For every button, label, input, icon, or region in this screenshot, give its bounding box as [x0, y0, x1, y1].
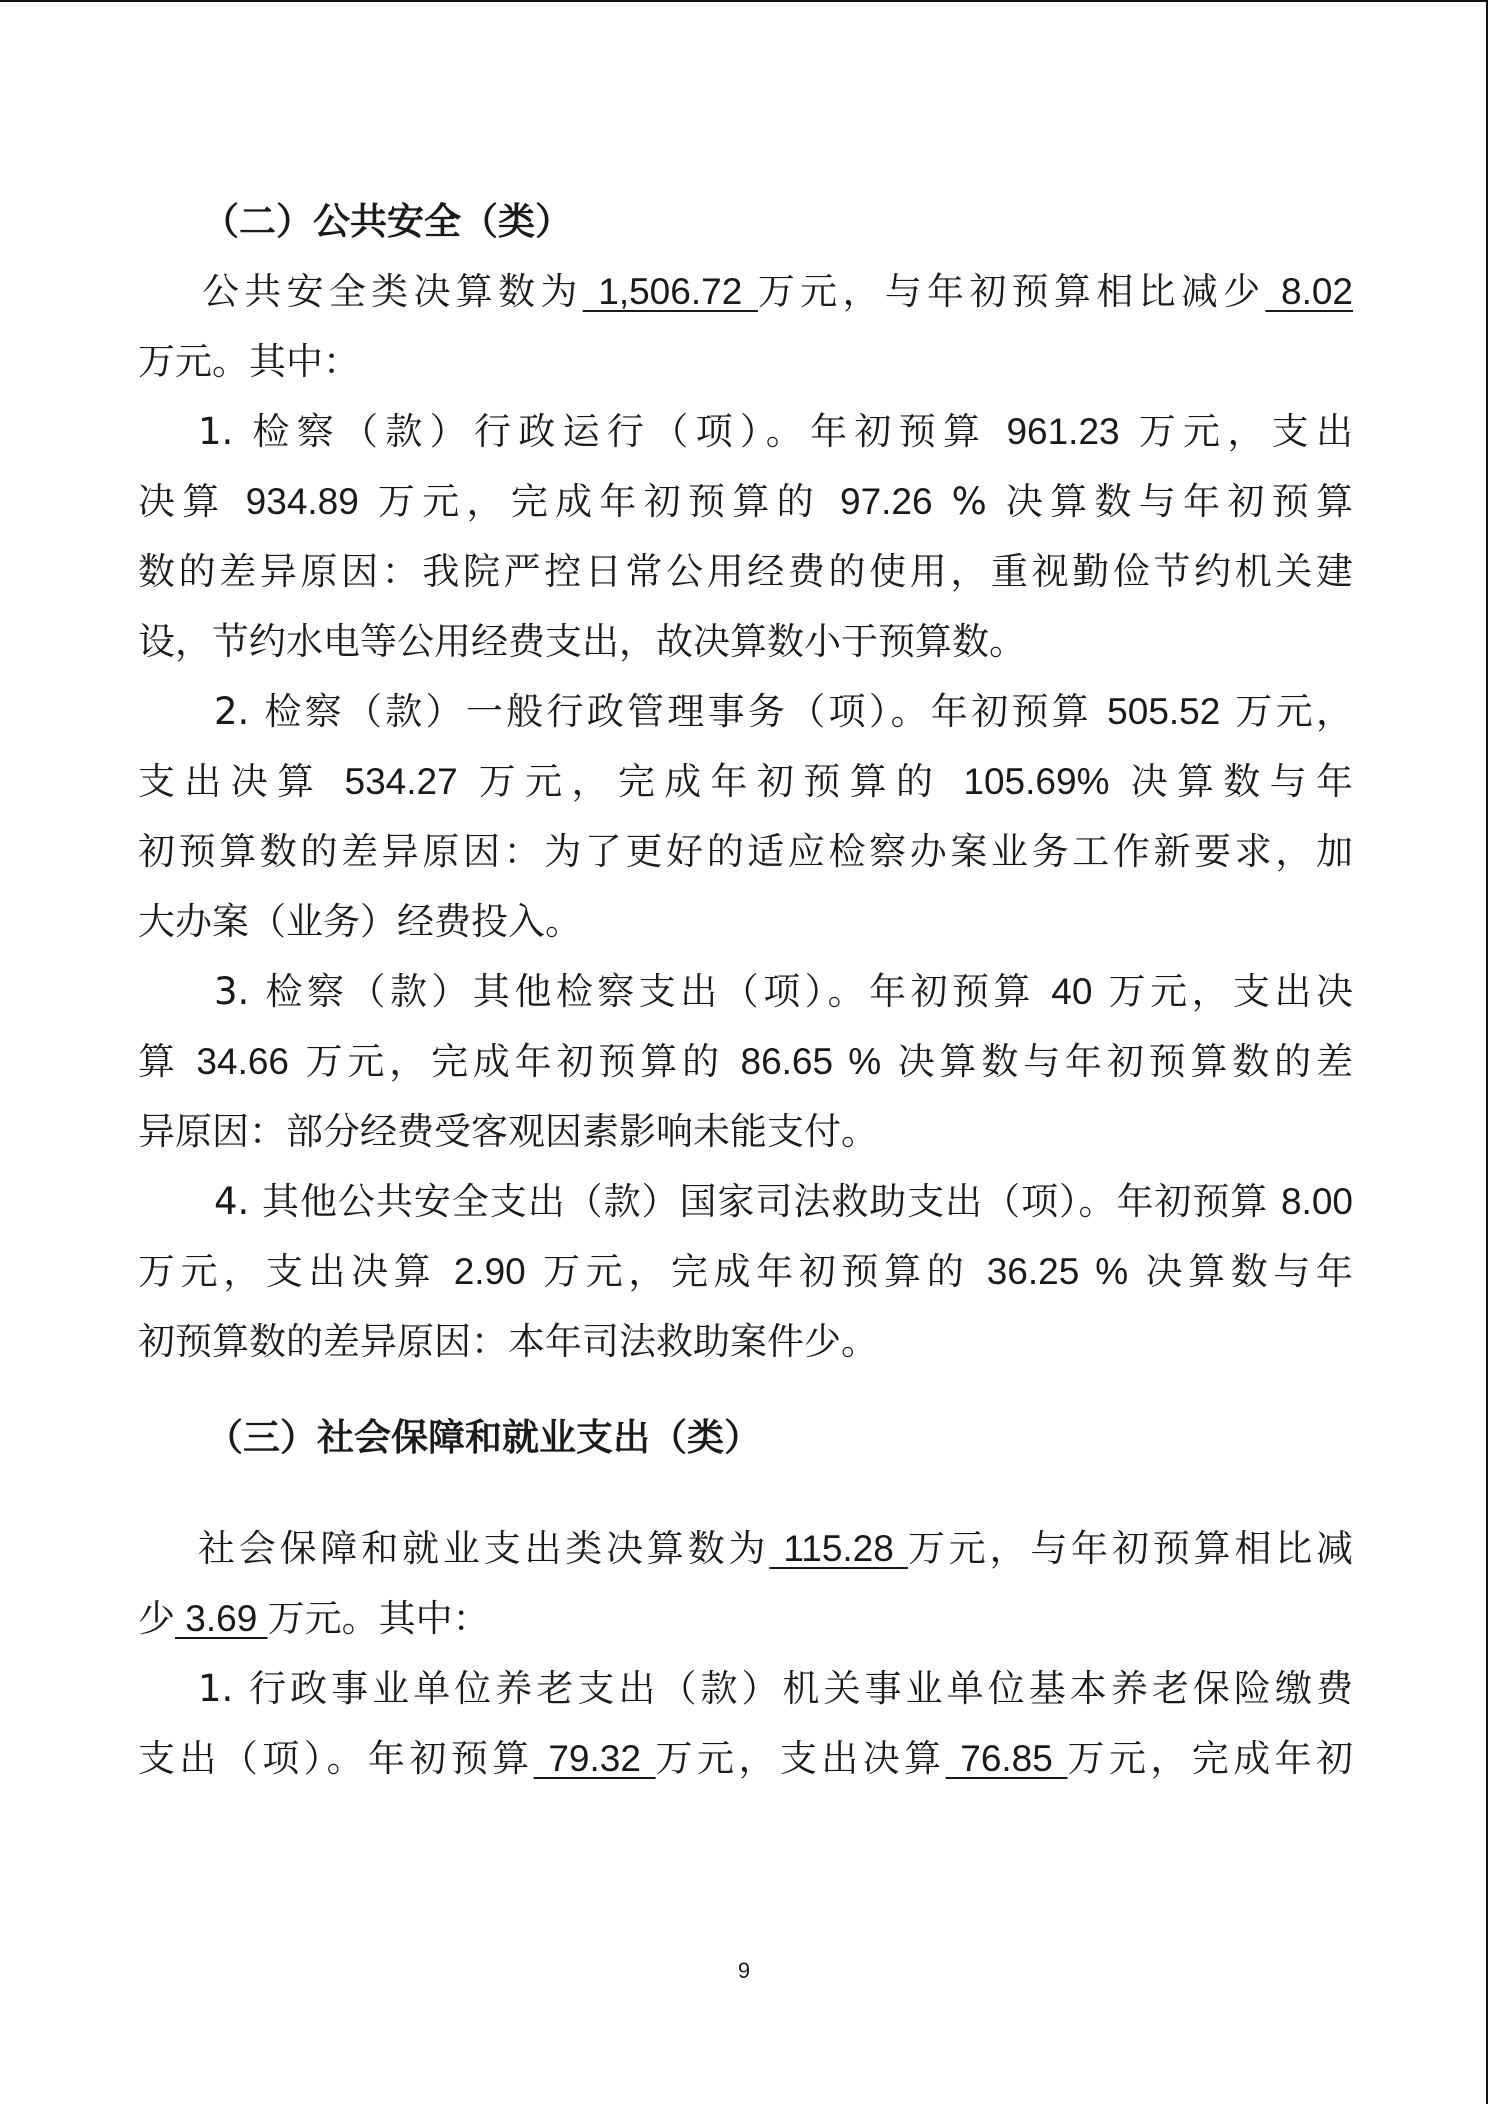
summary-text: 社会保障和就业支出类决算数为: [198, 1527, 770, 1570]
budget-value: 505.52: [1107, 691, 1221, 732]
item-1-line-1: [138, 404, 1353, 460]
item-reason: 异原因：部分经费受客观因素影响未能支付。: [138, 1110, 878, 1153]
item-text: 万元，完成年初预算的: [457, 760, 964, 803]
summary-text: 万元，与年初预算相比减少: [757, 270, 1266, 313]
budget-value: 961.23: [1006, 411, 1120, 452]
heading-text: （二）公共安全（类）: [202, 200, 572, 243]
item-text: 万元，完成年初预算的: [525, 1250, 987, 1293]
item-2-line-2: [138, 754, 1353, 810]
item-3-line-3: [138, 1104, 1353, 1160]
summary-line-1: [138, 264, 1353, 320]
item-text: 1. 检察（款）行政运行（项）。年初预算: [198, 410, 1007, 453]
section-heading-social-security: [138, 1410, 1353, 1466]
item-text: 支出（项）。年初预算: [138, 1737, 534, 1780]
item-4-line-2: [138, 1244, 1353, 1300]
budget-value: 40: [1051, 971, 1093, 1012]
item3-1-line-2: [138, 1731, 1353, 1787]
item-text: % 决算数与年初预算: [932, 480, 1353, 523]
item-4-line-3: [138, 1314, 1353, 1370]
item-text: 万元，完成年初: [1067, 1737, 1354, 1780]
summary-text: 万元。其中：: [138, 340, 360, 383]
item-1-line-3: [138, 544, 1353, 600]
item3-1-line-1: [138, 1661, 1353, 1717]
item-2-line-4: [138, 894, 1353, 950]
item-text: 万元，支出: [1119, 410, 1353, 453]
actual-value: 34.66: [196, 1041, 290, 1082]
summary3-line-2: [138, 1591, 1353, 1647]
total-amount: 115.28: [769, 1528, 908, 1569]
item-text: 万元，支出决算: [655, 1737, 946, 1780]
item-text: 万元，完成年初预算的: [358, 480, 840, 523]
actual-value: 934.89: [245, 481, 359, 522]
item-3-line-2: [138, 1034, 1353, 1090]
heading-text: （三）社会保障和就业支出（类）: [206, 1416, 761, 1459]
completion-rate: 105.69%: [963, 761, 1110, 802]
completion-rate: 97.26: [840, 481, 933, 522]
decrease-amount: 8.02: [1265, 271, 1354, 312]
item-1-line-4: [138, 614, 1353, 670]
actual-value: 2.90: [453, 1251, 526, 1292]
item-text: 决算数与年: [1128, 1250, 1353, 1293]
item-text: 1. 行政事业单位养老支出（款）机关事业单位基本养老保险缴费: [198, 1667, 1353, 1710]
actual-value: 76.85: [945, 1738, 1068, 1779]
completion-rate: 86.65 %: [740, 1041, 882, 1082]
summary-text: 万元。其中：: [267, 1597, 490, 1640]
item-text: 万元，支出决: [1092, 970, 1354, 1013]
summary-text: 万元，与年初预算相比减: [907, 1527, 1354, 1570]
item-3-line-1: [138, 964, 1353, 1020]
summary3-line-1: [138, 1521, 1353, 1577]
item-2-line-1: [138, 684, 1353, 740]
item-reason: 初预算数的差异原因：本年司法救助案件少。: [138, 1320, 878, 1363]
item-text: 万元，: [1220, 690, 1353, 733]
item-text: 万元，支出决算: [138, 1250, 454, 1293]
item-text: 支出决算: [138, 760, 345, 803]
budget-value: 79.32: [533, 1738, 656, 1779]
item-text: 4. 其他公共安全支出（款）国家司法救助支出（项）。年初预算: [214, 1180, 1281, 1223]
budget-value: 8.00: [1280, 1181, 1353, 1222]
item-2-line-3: [138, 824, 1353, 880]
page-number: 9: [737, 1958, 751, 1983]
page-top-border: [0, 0, 1488, 2]
summary-text: 少: [138, 1597, 175, 1640]
decrease-amount: 3.69: [175, 1598, 268, 1639]
item-1-line-2: [138, 474, 1353, 530]
item-reason: 初预算数的差异原因：为了更好的适应检察办案业务工作新要求，加: [138, 830, 1353, 873]
summary-text: 公共安全类决算数为: [202, 270, 583, 313]
item-4-line-1: [138, 1174, 1353, 1230]
item-reason: 大办案（业务）经费投入。: [138, 900, 582, 943]
section-heading-public-security: [138, 194, 1353, 250]
total-amount: 1,506.72: [582, 271, 758, 312]
item-reason: 数的差异原因：我院严控日常公用经费的使用，重视勤俭节约机关建: [138, 550, 1353, 593]
item-text: 2. 检察（款）一般行政管理事务（项）。年初预算: [214, 690, 1108, 733]
summary-line-2: [138, 334, 1353, 390]
item-text: 决算: [138, 480, 246, 523]
item-reason: 设，节约水电等公用经费支出，故决算数小于预算数。: [138, 620, 1026, 663]
item-text: 3. 检察（款）其他检察支出（项）。年初预算: [214, 970, 1052, 1013]
completion-rate: 36.25 %: [986, 1251, 1129, 1292]
item-text: 万元，完成年初预算的: [289, 1040, 741, 1083]
item-text: 算: [138, 1040, 197, 1083]
actual-value: 534.27: [344, 761, 458, 802]
item-text: 决算数与年初预算数的差: [881, 1040, 1353, 1083]
item-text: 决算数与年: [1109, 760, 1353, 803]
